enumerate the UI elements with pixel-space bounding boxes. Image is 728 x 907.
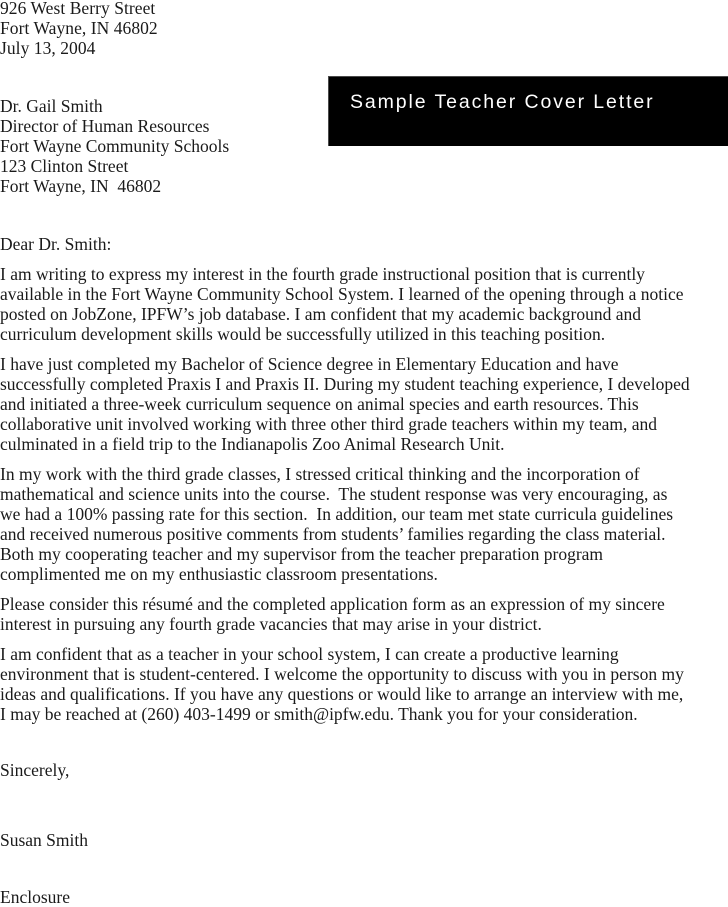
recipient-city-state-zip: Fort Wayne, IN 46802 xyxy=(0,176,162,196)
recipient-address-block xyxy=(0,96,420,196)
page-title: Sample Teacher Cover Letter xyxy=(350,91,655,113)
recipient-title: Director of Human Resources xyxy=(0,116,210,136)
sender-address-block xyxy=(0,0,420,58)
sender-address-line-1: 926 West Berry Street xyxy=(0,0,156,18)
enclosure-note: Enclosure xyxy=(0,887,70,907)
closing-salutation: Sincerely, xyxy=(0,760,70,780)
recipient-name: Dr. Gail Smith xyxy=(0,96,103,116)
recipient-organization: Fort Wayne Community Schools xyxy=(0,136,230,156)
sender-address-line-2: Fort Wayne, IN 46802 xyxy=(0,18,158,38)
letter-body xyxy=(0,234,694,734)
closing-block xyxy=(0,760,420,780)
body-paragraph-5: I am confident that as a teacher in your school system, I can create a productive learning environment that is student-centered. I welcome the opportunity to discuss with you in person my ideas and qualifications. If you have any questions or would like to arrange an interview with me, I may be reached at (260) 403-1499 or smith@ipfw.edu. Thank you for your consideration. xyxy=(0,644,689,724)
body-paragraph-2: I have just completed my Bachelor of Science degree in Elementary Education and have successfully completed Praxis I and Praxis II. During my student teaching experience, I developed and initiated a three-week curriculum sequence on animal species and earth resources. This collaborative unit involved working with three other third grade teachers within my team, and culminated in a field trip to the Indianapolis Zoo Animal Research Unit. xyxy=(0,354,694,454)
recipient-street: 123 Clinton Street xyxy=(0,156,129,176)
sender-date-line: July 13, 2004 xyxy=(0,38,96,58)
body-paragraph-3: In my work with the third grade classes, I stressed critical thinking and the incorporation of mathematical and science units into the course. The student response was very encouraging, as we had a 100% passing rate for this section. In addition, our team met state curricula guidelines and received numerous positive comments from students’ families regarding the class material. Both my cooperating teacher and my supervisor from the teacher preparation program complimented me on my enthusiastic classroom presentations. xyxy=(0,464,678,584)
body-paragraph-1: I am writing to express my interest in the fourth grade instructional position that is currently available in the Fort Wayne Community School System. I learned of the opening through a notice posted on JobZone, IPFW’s job database. I am confident that my academic background and curriculum development skills would be successfully utilized in this teaching position. xyxy=(0,264,688,344)
body-paragraph-4: Please consider this résumé and the completed application form as an expression of my sincere interest in pursuing any fourth grade vacancies that may arise in your district. xyxy=(0,594,670,634)
signer-name: Susan Smith xyxy=(0,830,89,850)
salutation: Dear Dr. Smith: xyxy=(0,234,112,254)
